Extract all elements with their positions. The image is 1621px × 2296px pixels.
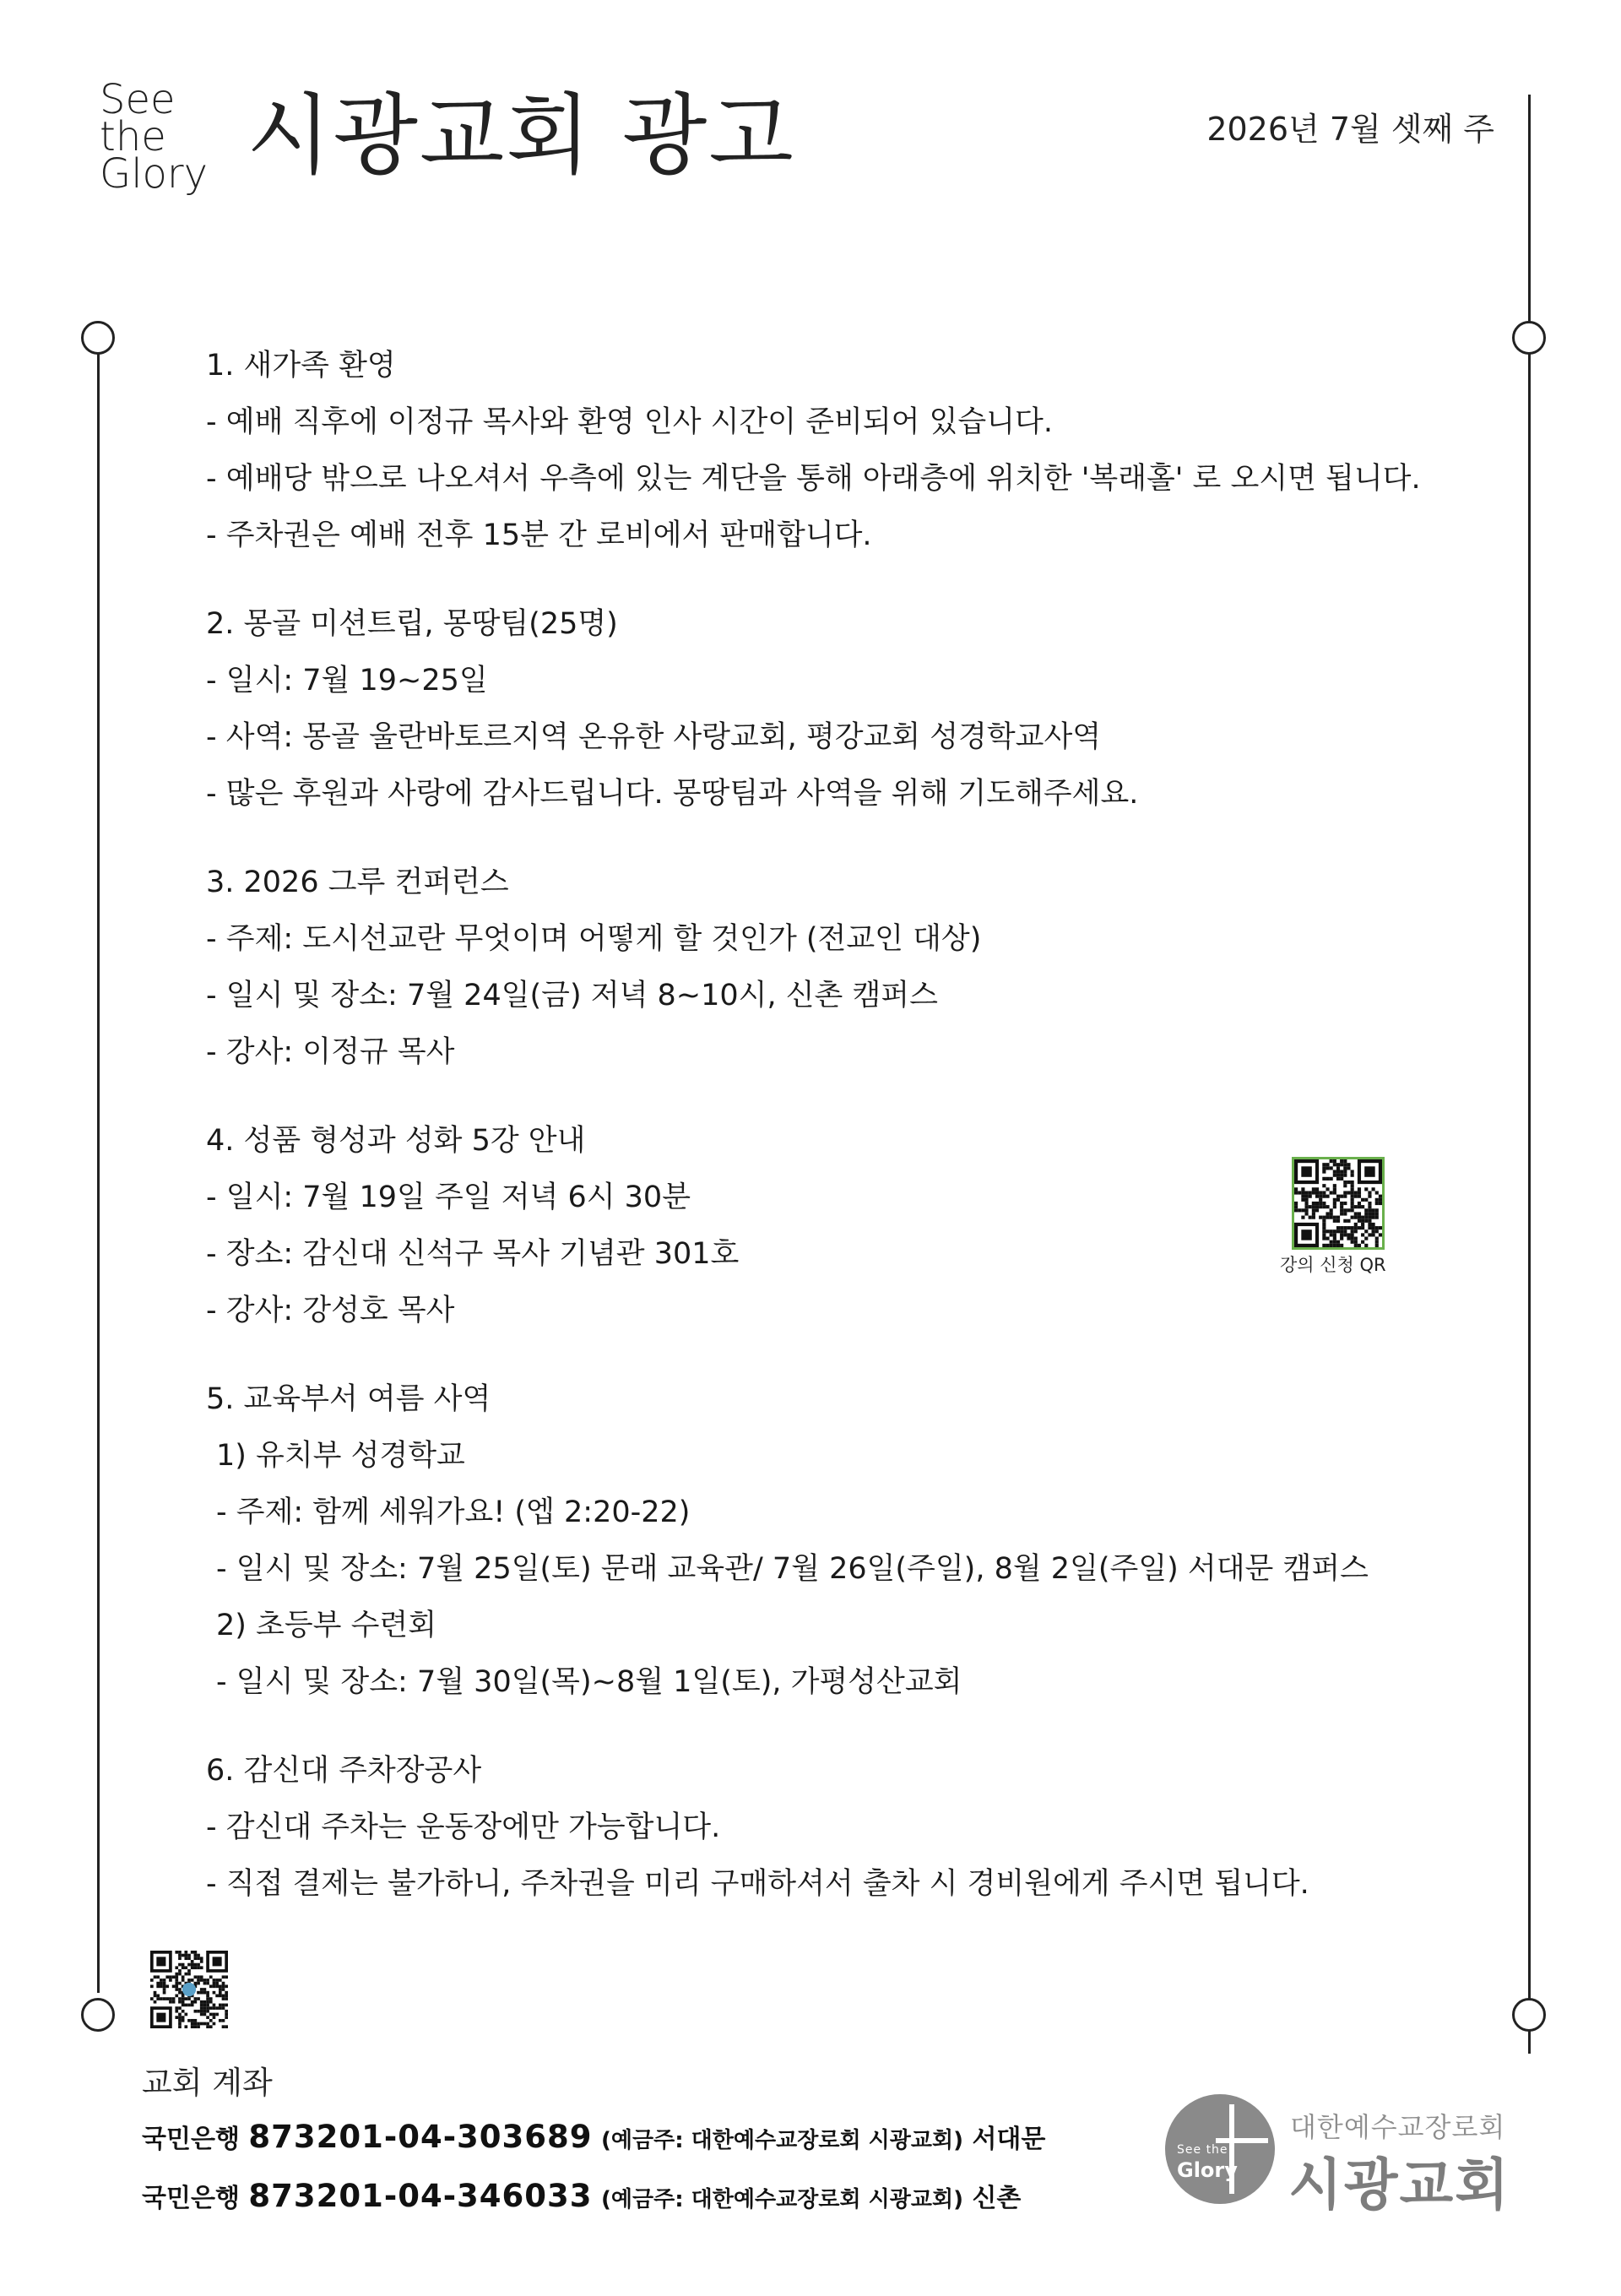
section-heading: 5. 교육부서 여름 사역: [206, 1382, 491, 1416]
section-line: - 장소: 감신대 신석구 목사 기념관 301호: [206, 1237, 740, 1271]
section-line: 1) 유치부 성경학교: [216, 1439, 465, 1473]
account-label: 교회 계좌: [142, 2065, 273, 2101]
bank-name: 국민은행: [142, 2125, 240, 2154]
logo-line-the: the: [100, 113, 166, 160]
section-parking: [206, 1743, 1456, 1913]
account-row: [142, 2118, 1045, 2155]
section-line: - 일시: 7월 19~25일: [206, 664, 488, 697]
frame-line-right: [1528, 95, 1531, 2054]
frame-ring-right-bottom: [1512, 1998, 1546, 2032]
section-line: - 사역: 몽골 울란바토르지역 온유한 사랑교회, 평강교회 성경학교사역: [206, 720, 1102, 754]
qr-pattern: [1294, 1159, 1382, 1247]
section-line: - 강사: 이정규 목사: [206, 1035, 455, 1069]
denomination-name: 대한예수교장로회: [1290, 2111, 1506, 2143]
section-heading: 1. 새가족 환영: [206, 349, 396, 383]
account-number: 873201-04-303689: [248, 2119, 593, 2155]
section-heading: 4. 성품 형성과 성화 5강 안내: [206, 1124, 586, 1158]
frame-ring-left-bottom: [81, 1998, 115, 2032]
frame-line-left: [97, 338, 100, 1993]
section-heading: 3. 2026 그루 컨퍼런스: [206, 866, 509, 899]
account-holder: (예금주: 대한예수교장로회 시광교회): [600, 2187, 963, 2212]
account-holder: (예금주: 대한예수교장로회 시광교회): [600, 2128, 963, 2153]
logo-line-see: See: [100, 76, 176, 123]
section-line: - 강사: 강성호 목사: [206, 1294, 455, 1327]
qr-pattern: [150, 1951, 228, 2028]
section-line: - 일시 및 장소: 7월 30일(목)~8월 1일(토), 가평성산교회: [216, 1665, 962, 1699]
section-line: 2) 초등부 수련회: [216, 1609, 437, 1642]
section-line: - 일시: 7월 19일 주일 저녁 6시 30분: [206, 1181, 691, 1214]
church-name: 시광교회: [1288, 2152, 1511, 2217]
page-title: 시광교회 광고: [247, 84, 795, 187]
section-education: [206, 1371, 1456, 1711]
section-line: - 주차권은 예배 전후 15분 간 로비에서 판매합니다.: [206, 518, 872, 552]
account-branch: 서대문: [972, 2125, 1046, 2154]
section-line: - 많은 후원과 사랑에 감사드립니다. 몽땅팀과 사역을 위해 기도해주세요.: [206, 777, 1139, 811]
section-heading: 2. 몽골 미션트립, 몽땅팀(25명): [206, 607, 618, 641]
section-line: - 직접 결제는 불가하니, 주차권을 미리 구매하셔서 출차 시 경비원에게 주시면 됩니다.: [206, 1867, 1309, 1901]
logo-circle-text-small: See the: [1177, 2143, 1228, 2157]
section-line: - 감신대 주차는 운동장에만 가능합니다.: [206, 1810, 721, 1844]
section-heading: 6. 감신대 주차장공사: [206, 1754, 482, 1788]
qr-caption: 강의 신청 QR: [1280, 1255, 1386, 1275]
section-conference: [206, 855, 1456, 1081]
see-the-glory-logo: [100, 76, 209, 198]
section-line: - 일시 및 장소: 7월 24일(금) 저녁 8~10시, 신촌 캠퍼스: [206, 979, 938, 1012]
frame-ring-left-top: [81, 321, 115, 355]
section-line: - 주제: 함께 세워가요! (엡 2:20-22): [216, 1495, 691, 1529]
section-line: - 예배당 밖으로 나오셔서 우측에 있는 계단을 통해 아래층에 위치한 '복래홀' 로 오시면 됩니다.: [206, 462, 1421, 496]
lecture-qr-code[interactable]: [1292, 1157, 1385, 1250]
section-mongolia-mission: [206, 596, 1456, 822]
section-line: - 예배 직후에 이정규 목사와 환영 인사 시간이 준비되어 있습니다.: [206, 405, 1053, 439]
bank-name: 국민은행: [142, 2184, 240, 2213]
announcements: [206, 338, 1456, 1945]
account-qr-code[interactable]: [150, 1951, 228, 2028]
section-new-family: [206, 338, 1456, 564]
account-row: [142, 2177, 1021, 2214]
section-line: - 일시 및 장소: 7월 25일(토) 문래 교육관/ 7월 26일(주일), 8월 2일(주일) 서대문 캠퍼스: [216, 1552, 1369, 1586]
frame-ring-right-top: [1512, 321, 1546, 355]
section-lecture: [206, 1113, 1456, 1339]
week-label: 2026년 7월 셋째 주: [1206, 111, 1494, 148]
account-number: 873201-04-346033: [248, 2178, 593, 2214]
logo-circle-text-large: Glory: [1177, 2158, 1238, 2182]
logo-line-glory: Glory: [100, 150, 209, 198]
church-logo-circle: [1165, 2094, 1275, 2204]
account-branch: 신촌: [972, 2184, 1022, 2213]
section-line: - 주제: 도시선교란 무엇이며 어떻게 할 것인가 (전교인 대상): [206, 922, 982, 956]
